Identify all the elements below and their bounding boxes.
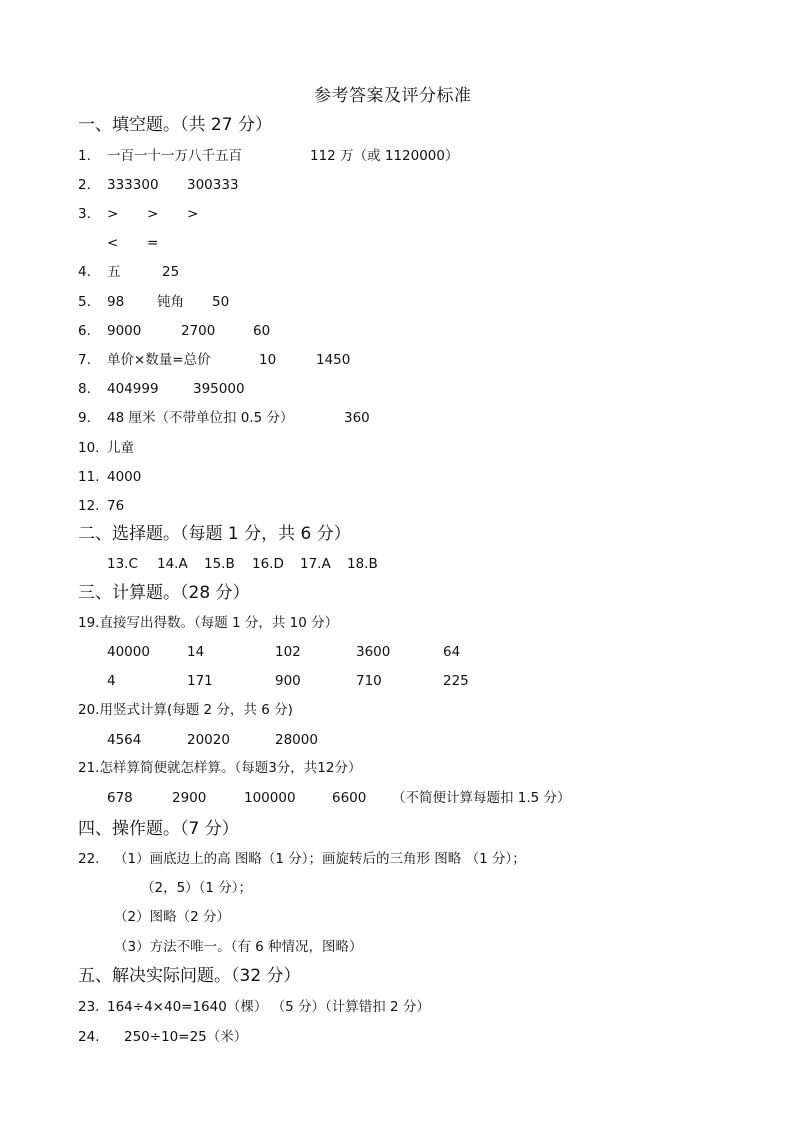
question-20-heading: 20.用竖式计算(每题 2 分，共 6 分)	[78, 702, 293, 718]
section-choice: 二、选择题。（每题 1 分，共 6 分）	[78, 524, 351, 544]
section-calculation: 三、计算题。（28 分）	[78, 583, 250, 603]
list-item: （2，5）（1 分）；	[141, 880, 253, 896]
question-21-heading: 21.怎样算简便就怎样算。（每题3分，共12分）	[78, 760, 362, 776]
section-operation: 四、操作题。（7 分）	[78, 819, 239, 839]
section-fill-blank: 一、填空题。（共 27 分）	[78, 115, 272, 135]
question-19-heading: 19.直接写出得数。（每题 1 分，共 10 分）	[78, 615, 339, 631]
answer-sheet-page: 参考答案及评分标准 一、填空题。（共 27 分） 1. 一百一十一万八千五百 112 万（或 1120000） 2. 333300 300333 3. > > > < = 4. 五 25 5. 98 钝角 50 6. 9000 2700 60 7. 单价×数量=总价 10 1450 8. 404999 395000 9. 48 厘米（不带单位扣 0.5 分） 360 10. 儿童 11. 4000 12. 76 二、选择题。（每题 1 分，共 6 分） 13.C 14.A 15.B 16.D 17.A 18.B 三、计算题。（28 分） 19.直接写出得数。（每题 1 分，共 10 分） 40000 14 102 3600 64 4 171 900 710 225 20.用竖式计算(每题 2 分，共 6 分) 4564 20020 28000 21.怎样算简便就怎样算。（每题3分，共12分） 678 2900 100000 6600 （不简便计算每题扣 1.5 分） 四、操作题。（7 分） 22. （1）画底边上的高 图略（1 分）；画旋转后的三角形 图略 （1 分）； （2，5）（1 分）； （2）图略（2 分） （3）方法不唯一。（有 6 种情况，图略） 五、解决实际问题。（32 分） 23. 164÷4×40=1640（棵） （5 分）（计算错扣 2 分） 24. 250÷10=25（米）	[78, 86, 571, 1045]
list-item: （2）图略（2 分）	[114, 909, 230, 925]
list-item: （3）方法不唯一。（有 6 种情况，图略）	[114, 939, 363, 955]
page-title: 参考答案及评分标准	[314, 86, 472, 106]
section-practical-problems: 五、解决实际问题。（32 分）	[78, 966, 301, 986]
